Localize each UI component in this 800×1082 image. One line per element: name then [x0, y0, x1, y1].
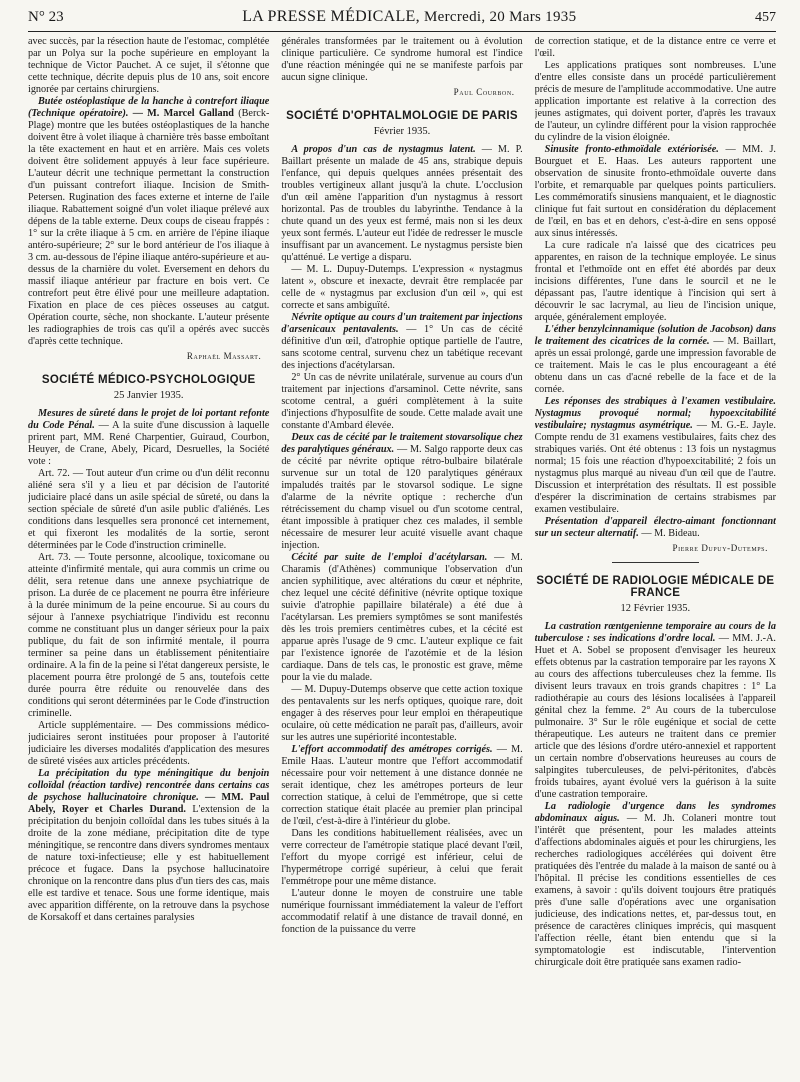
article-paragraph: [535, 516, 776, 540]
article-text: — M. Bideau.: [641, 528, 700, 539]
article-title: Névrite optique au cours d'un traitement par injections d'arsenicaux pentavalents.: [281, 312, 523, 335]
page-number: 457: [755, 10, 776, 25]
issue-number: N° 23: [28, 9, 64, 25]
section-date: 25 Janvier 1935.: [113, 390, 184, 401]
article-title: Présentation d'appareil électro-aimant fonctionnant sur un secteur alternatif.: [534, 516, 776, 539]
article-author: — M. Marcel Galland: [132, 108, 234, 119]
issue-date: Mercredi, 20 Mars 1935: [423, 9, 577, 25]
article-text: — M. Baillart, après un essai prolongé, garde une impression favorable de ce traitement. Mais le cas le plus encourageant a été obtenu dans un cas d'acné rebelle de la face et de la cornée.: [534, 336, 776, 395]
article-text: — M. Emile Haas. L'auteur montre que l'effort accommodatif nécessaire pour voir nettement à une distance donnée ne serait identique, chez les amétropes porteurs de leur correction statique, à celui de l'emmétrope, que si cette correction statique était placée au premier plan principal de l'œil, c'est-à-dire à l'intérieur du globe.: [281, 744, 523, 827]
article-title: Les réponses des strabiques à l'examen vestibulaire. Nystagmus provoqué normal; hypoexcitabilité vestibulaire; nystagmus asymétrique.: [534, 396, 776, 431]
paragraph: — M. L. Dupuy-Dutemps. L'expression « nystagmus latent », obscure et inexacte, devrait être remplacée par celle de « nystagmus par exclusion d'un œil », qui est correcte et sans ambiguïté.: [281, 264, 523, 311]
text-columns: [28, 36, 776, 1076]
paragraph: La cure radicale n'a laissé que des cicatrices peu apparentes, en raison de la technique employée. Le sinus frontal et l'ethmoïde ont en effet été abordés par deux incisions différentes, l'une dans le sourcil et ne le dépassant pas, l'autre identique à l'incision qui sert à découvrir le sac lacrymal, au lieu de l'incision unique, arquée, généralement employée.: [534, 240, 776, 323]
article-title: La castration rœntgenienne temporaire au cours de la tuberculose : ses indications d'ordre local.: [534, 621, 776, 644]
article-paragraph: [535, 324, 776, 396]
paragraph: Dans les conditions habituellement réalisées, avec un verre correcteur de l'amétropie statique placé devant l'œil, l'effort du myope corrigé est inférieur, celui de l'hypermétrope corrigé supérieur, à celui que ferait l'emmétrope pour une même distance.: [281, 828, 523, 887]
signature: Raphaël Massart.: [186, 351, 262, 361]
article-text: — M. Jh. Colaneri montre tout l'intérêt que présentent, pour les malades atteints d'affections abdominales aiguës et pour les chirurgiens, les recherches radiologiques accélérées qui doivent être pratiquées dès l'entrée du malade à la maison de santé ou à l'hôpital. Il précise les conditions essentielles de ces examens, à savoir : qu'ils doivent toujours être pratiqués près d'une salle d'opérations avec une organisation judicieuse, des indications nettes, et, par-dessus tout, en présence de caractères cliniques imprécis, qui masquent l'affection réelle, étant bien entendu que si la symptomatologie est indiscutable, l'intervention chirurgicale doit être pratiquée sans examen radio-: [534, 813, 776, 968]
section-heading: SOCIÉTÉ DE RADIOLOGIE MÉDICALE DE FRANCE: [536, 575, 775, 599]
journal-name: LA PRESSE MÉDICALE,: [242, 8, 420, 25]
article-text: — M. Charamis (d'Athènes) communique l'observation d'un ancien syphilitique, avec altérations du cœur et néphrite, chez lequel une cécité définitive (névrite optique toxique suivie d'atrophie papillaire bilatérale) a été due à l'acétylarsan. Les premiers symptômes se sont manifestés dès les trois premiers centimètres cubes, et la cécité est apparue après l'usage de 9 cmc. L'auteur explique ce fait par l'existence ignorée de l'azotémie et de la lésion cardiaque. Dans de tels cas, le pronostic est grave, même pour la vie du malade.: [281, 552, 523, 683]
signature: Paul Courbon.: [453, 87, 515, 97]
section-heading: SOCIÉTÉ MÉDICO-PSYCHOLOGIQUE: [41, 374, 256, 386]
column-2: [281, 36, 522, 1076]
paragraph: générales transformées par le traitement ou à évolution clinique particulière. Ce syndrome humoral est l'indice d'une réaction méningée qui ne se manifeste parfois par aucun signe clinique.: [281, 36, 523, 83]
article-paragraph: [28, 768, 269, 924]
article-paragraph: [535, 396, 776, 516]
article-title: La radiologie d'urgence dans les syndromes abdominaux aigus.: [534, 801, 776, 824]
page-header: [28, 8, 776, 32]
article-text: — M. Salgo rapporte deux cas de cécité par névrite optique rétro-bulbaire bilatérale survenue sur un total de 120 paralytiques généraux impaludés traités par le stovarsol sodique. Le signe d'alarme de la névrite optique : recherche d'un rétrécissement du champ visuel ou d'un scotome central, étant impossible à pratiquer chez ces malades, il semble nécessaire de mesurer leur acuité visuelle avant chaque injection.: [281, 444, 523, 551]
article-text: — M. G.-E. Jayle. Compte rendu de 31 examens vestibulaires, faits chez des strabiques variés. Ont été obtenus : 13 fois un nystagmus normal; 15 fois une réaction d'hypoexcitabilité; 2 fois un nystagmus plus marqué au niveau d'un œil que de l'autre. Discussion et interprétation des résultats. Il est possible d'espérer la discrimination de certains strabismes par examen vestibulaire.: [534, 420, 776, 515]
journal-title: [242, 8, 576, 26]
article-paragraph: [281, 552, 522, 684]
article-paragraph: [28, 96, 269, 348]
article-paragraph: [281, 312, 522, 372]
article-paragraph: [535, 801, 776, 969]
article-paragraph: [281, 144, 522, 264]
article-text: — MM. J.-A. Huet et A. Sobel se proposent d'envisager les heureux effets obtenus par la castration temporaire par les rayons X au cours des affections tuberculeuses chez la femme. Ils divisent leurs travaux en trois grands chapitres : 1° La radiothérapie au cours des lésions localisées à l'appareil génital chez la femme. 2° Au cours de la tuberculose pulmonaire. 3° Sur le rôle eugénique et social de cette thérapeutique. Les auteurs ne traitent dans ce premier article que des lésions d'ordre utéro-annexiel et rapportent un certain nombre d'observations heureuses au cours de salpingites tuberculeuses, de pelvi-péritonites, d'abcès froids tubaires, ayant évolué vers la guérison à la suite d'une castration temporaire.: [534, 633, 776, 800]
section-date: Février 1935.: [373, 126, 431, 137]
article-paragraph: [535, 621, 776, 801]
paragraph: de correction statique, et de la distance entre ce verre et l'œil.: [534, 36, 776, 59]
article-title: Butée ostéoplastique de la hanche à contrefort iliaque (Technique opératoire).: [28, 96, 270, 119]
section-heading: SOCIÉTÉ D'OPHTALMOLOGIE DE PARIS: [286, 110, 518, 122]
article-title: Mesures de sûreté dans le projet de loi portant refonte du Code Pénal.: [28, 408, 270, 431]
section-date: 12 Février 1935.: [620, 603, 691, 614]
article-text: — M. P. Baillart présente un malade de 45 ans, strabique depuis l'enfance, qui depuis quelques années présentait des troubles vertigineux allant jusqu'à la chute. L'occlusion d'un œil amène l'apparition d'un nystagmus à ressort horizontal. Pas de troubles du labyrinthe. Tendance à la chute quand un des yeux est fermé, mais non si les deux yeux sont fermés. L'auteur eut l'idée de redresser le muscle insuffisant par un avancement. Le nystagmus persiste bien qu'atténué. Le vertige a disparu.: [281, 144, 523, 263]
article-paragraph: [281, 744, 522, 828]
paragraph: Article supplémentaire. — Des commissions médico-judiciaires seront instituées pour proposer à l'autorité judiciaire les diverses modalités d'application des mesures de sûreté visées aux articles précédents.: [28, 720, 270, 767]
divider: [612, 562, 699, 563]
paragraph: Les applications pratiques sont nombreuses. L'une d'entre elles consiste dans un procédé particulièrement précis de mesure de l'amplitude accommodative. Une autre application importante est relative à la correction des jeunes astigmates, qui doivent porter, d'après les travaux de l'auteur, un cylindre différent pour la vision rapprochée du cylindre de la vision éloignée.: [534, 60, 776, 143]
article-title: L'éther benzylcinnamique (solution de Jacobson) dans le traitement des cicatrices de la cornée.: [534, 324, 776, 347]
paragraph: Art. 72. — Tout auteur d'un crime ou d'un délit reconnu aliéné sera s'il y a lieu et par décision de l'autorité judiciaire placé dans un asile spécial de sûreté, ou dans la section spéciale de sûreté d'un asile public d'aliénés. Les conditions dans lesquelles sera prononcé cet internement, et qui fixeront les modalités de la sortie, seront déterminées par le Code d'instruction criminelle.: [28, 468, 270, 551]
article-title: Cécité par suite de l'emploi d'acétylarsan.: [291, 552, 488, 563]
paragraph: 2° Un cas de névrite unilatérale, survenue au cours d'un traitement par injections d'arsaminol. Cette névrite, sans scotome central, a guéri complètement à la suite d'injections d'hyposulfite de soude. Cette malade avait une constante d'Ambard élevée.: [281, 372, 523, 431]
article-text: — 1° Un cas de cécité définitive d'un œil, d'atrophie optique partielle de l'autre, sans scotome central, survenu chez un tabétique recevant des injections d'acétylarsan.: [281, 324, 523, 371]
article-text: — A la suite d'une discussion à laquelle prirent part, MM. René Charpentier, Guiraud, Courbon, Heuyer, de Crane, Abely, Picard, Desruelles, la Société vote :: [28, 420, 270, 467]
article-title: L'effort accommodatif des amétropes corrigés.: [291, 744, 493, 755]
article-text: — MM. J. Bourguet et E. Haas. Les auteurs rapportent une observation de sinusite fronto-ethmoïdale ouverte dans l'orbite, et remarquable par quelques points particuliers. Les commémoratifs sinusiens manquaient, et le diagnostic clinique fut fait surtout en considération du déplacement de l'œil, en bas et en dehors, c'est-à-dire en sens opposé aux sinus intéressés.: [534, 144, 776, 239]
column-1: [28, 36, 269, 1076]
article-text: L'extension de la précipitation du benjoin colloïdal dans les tubes situés à la droite de la zone médiane, précipitation dite de type méningitique, se rencontre dans divers syndromes mentaux de nature toxi-infectieuse; elle y est habituellement précoce et fugace. Dans la psychose hallucinatoire chronique on la rencontre dans plus d'un tiers des cas, mais elle est tardive et tenace. Sous une forme identique, mais avec apparition différente, on la retrouve dans la psychose de Korsakoff et dans certaines paralysies: [28, 804, 270, 923]
paragraph: L'auteur donne le moyen de construire une table numérique fournissant immédiatement la valeur de l'effort accommodatif relatif à une distance de travail donné, en fonction de la puissance du verre: [281, 888, 523, 935]
article-paragraph: [281, 432, 522, 552]
article-title: Deux cas de cécité par le traitement stovarsolique chez des paralytiques généraux.: [281, 432, 523, 455]
column-3: [535, 36, 776, 1076]
signature: Pierre Dupuy-Dutemps.: [672, 543, 768, 553]
paragraph: Art. 73. — Toute personne, alcoolique, toxicomane ou atteinte d'infirmité mentale, qui aura commis un crime ou délit, sera retenue dans une annexe psychiatrique de prison. La durée de ce placement ne pourra être inférieure à la durée minimum de la peine encourue. Si au cours du séjour à l'annexe psychiatrique l'individu est reconnu comme ne constituant plus un danger sérieux pour la paix publique, du fait de son infirmité mentale, il pourra terminer sa peine dans un établissement pénitentiaire ordinaire. A la fin de la peine si l'état dangereux persiste, le placement pourra être prolongé de 5 ans, toutefois cette durée pourra être réduite ou renouvelée dans des conditions qui seront déterminées par le Code d'instruction criminelle.: [28, 552, 270, 719]
article-title: La précipitation du type méningitique du benjoin colloïdal (réaction tardive) rencontrée dans certains cas de psychose hallucinatoire chronique.: [28, 768, 270, 803]
article-paragraph: [28, 408, 269, 468]
paragraph: avec succès, par la résection haute de l'estomac, complétée par un Polya sur la poche supérieure en employant la technique de Victor Pauchet. A ce sujet, il s'étonne que cette technique, décrite depuis plus de 10 ans, soit encore ignorée par certains chirurgiens.: [28, 36, 270, 95]
article-author: — MM. Paul Abely, Royer et Charles Durand.: [28, 792, 270, 815]
article-text: (Berck-Plage) montre que les butées ostéoplastiques de la hanche doivent être à volet iliaque à charnière très basse emboîtant la tête exactement en haut et en arrière. Mais ces volets doivent être solidement appuyés à leur face supérieure. L'auteur décrit une technique permettant la construction d'un puissant contrefort iliaque. Incision de Smith-Petersen. Rugination des faces externe et interne de l'aile iliaque. Rabattement soigné d'un volet iliaque prélevé aux dépens de la table externe. Deux coups de ciseau frappés : 1° sur la crête iliaque à 5 cm. en arrière de l'épine iliaque antéro-supérieure; 2° sur le bord antérieur de l'os iliaque à 3 cm. au-dessous de l'épine iliaque antéro-supérieure et au-dessus de la charnière du volet. Eversement en dehors du massif iliaque antérieur par fracture en bois vert. Ce contrefort peut être élivé pour une meilleure adaptation. Fixation en place de ces pièces osseuses au catgut. Opération courte, sèche, non shockante. L'auteur présente les radiographies de trois cas qu'il a opérés avec succès d'après cette technique.: [28, 108, 270, 347]
article-title: Sinusite fronto-ethmoïdale extériorisée.: [544, 144, 719, 155]
paragraph: — M. Dupuy-Dutemps observe que cette action toxique des pentavalents sur les nerfs optiques, quoique rare, doit engager à des réserves pour leur emploi en thérapeutique oculaire, où cette médication ne paraît pas, d'ailleurs, avoir sur les autres une supériorité incontestable.: [281, 684, 523, 743]
article-title: A propos d'un cas de nystagmus latent.: [291, 144, 476, 155]
article-paragraph: [535, 144, 776, 240]
